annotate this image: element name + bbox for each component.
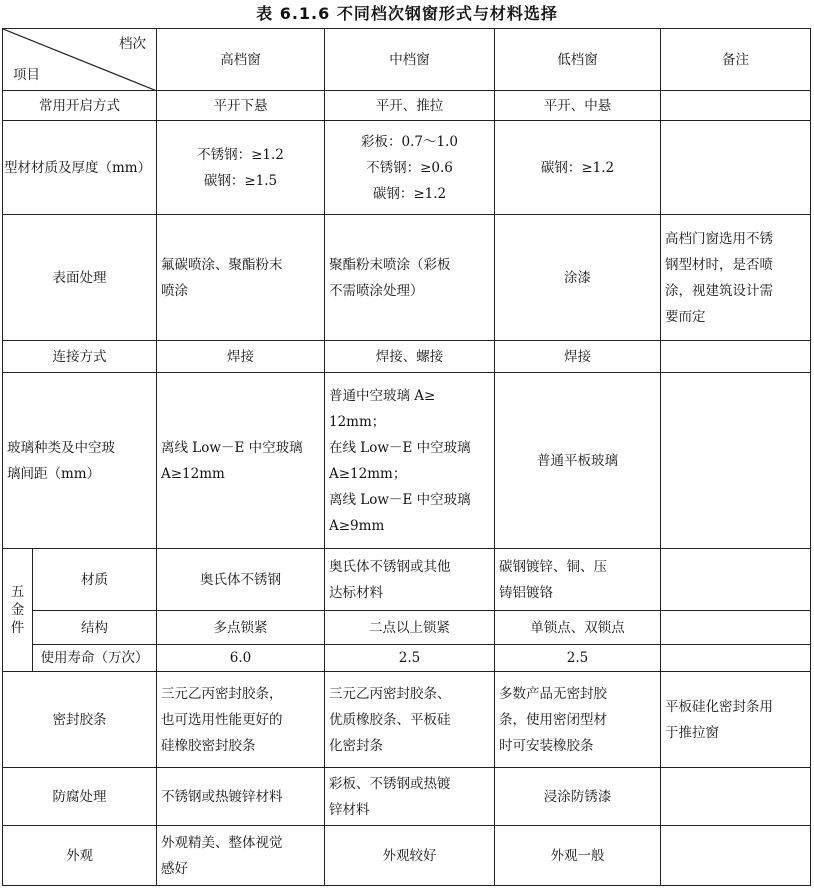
cell-line: 璃间距（mm） <box>7 465 101 482</box>
cell-high <box>157 672 325 768</box>
header-item-label: 项目 <box>13 67 40 83</box>
cell-line: 外观精美、整体视觉 <box>161 834 283 851</box>
row-label: 常用开启方式 <box>3 91 157 121</box>
cell-low: 平开、中悬 <box>495 91 661 121</box>
cell-line: A≥9mm <box>329 517 385 534</box>
cell-line: 涂，视建筑设计需 <box>665 282 773 299</box>
row-label: 材质 <box>33 549 157 611</box>
cell-line: 感好 <box>161 860 188 877</box>
cell-high: 平开下悬 <box>157 91 325 121</box>
cell-line: 氟碳喷涂、聚酯粉末 <box>161 256 283 273</box>
cell-line: 彩板、不锈钢或热镀 <box>329 775 451 792</box>
header-row <box>3 29 811 91</box>
cell-line: 于推拉窗 <box>665 724 719 741</box>
cell-mid <box>325 549 495 611</box>
cell-mid: 平开、推拉 <box>325 91 495 121</box>
header-note: 备注 <box>661 29 811 91</box>
cell-line: A≥12mm <box>161 465 225 482</box>
cell-note <box>661 215 811 341</box>
hardware-group-text <box>3 583 32 637</box>
cell-line: 锌材料 <box>329 801 370 818</box>
cell-line: 时可安装橡胶条 <box>499 737 594 754</box>
table-row <box>3 341 811 373</box>
cell-line: 不需喷涂处理） <box>329 282 424 299</box>
cell-line: 普通中空玻璃 A≥ <box>329 387 436 404</box>
row-label: 密封胶条 <box>3 672 157 768</box>
header-high: 高档窗 <box>157 29 325 91</box>
cell-note <box>661 121 811 215</box>
cell-low: 焊接 <box>495 341 661 373</box>
cell-mid: 焊接、螺接 <box>325 341 495 373</box>
row-label: 连接方式 <box>3 341 157 373</box>
cell-low: 碳钢：≥1.2 <box>495 121 661 215</box>
cell-line: 三元乙丙密封胶条， <box>161 685 283 702</box>
cell-mid: 2.5 <box>325 645 495 672</box>
row-label: 结构 <box>33 611 157 645</box>
cell-mid: 外观较好 <box>325 826 495 886</box>
cell-line: 碳钢镀锌、铜、压 <box>499 558 607 575</box>
cell-high <box>157 121 325 215</box>
cell-mid <box>325 121 495 215</box>
cell-line: 12mm； <box>329 413 386 430</box>
cell-line: 要而定 <box>665 308 706 325</box>
cell-mid <box>325 768 495 826</box>
row-label: 外观 <box>3 826 157 886</box>
cell-note <box>661 672 811 768</box>
cell-high: 奥氏体不锈钢 <box>157 549 325 611</box>
cell-note <box>661 341 811 373</box>
cell-line: 碳钢：≥1.2 <box>372 185 447 202</box>
cell-line: 三元乙丙密封胶条、 <box>329 685 451 702</box>
cell-line: 玻璃种类及中空玻 <box>7 439 115 456</box>
cell-note <box>661 91 811 121</box>
hardware-group-char: 金 <box>10 602 25 618</box>
cell-line: 在线 Low－E 中空玻璃 <box>329 439 471 456</box>
cell-line: 优质橡胶条、平板硅 <box>329 711 451 728</box>
steel-window-table <box>2 28 811 886</box>
cell-note <box>661 549 811 611</box>
cell-low: 单锁点、双锁点 <box>495 611 661 645</box>
table-title: 表 6.1.6 不同档次钢窗形式与材料选择 <box>256 4 558 23</box>
table-row <box>3 768 811 826</box>
row-label: 防腐处理 <box>3 768 157 826</box>
row-label <box>3 373 157 549</box>
hardware-group-char: 五 <box>10 584 25 600</box>
table-row <box>3 826 811 886</box>
cell-low <box>495 672 661 768</box>
header-low: 低档窗 <box>495 29 661 91</box>
header-mid: 中档窗 <box>325 29 495 91</box>
cell-line: 奥氏体不锈钢或其他 <box>329 558 451 575</box>
table-row <box>3 91 811 121</box>
hardware-group-label <box>3 549 33 672</box>
cell-line: 聚酯粉末喷涂（彩板 <box>329 256 451 273</box>
cell-mid <box>325 672 495 768</box>
cell-line: 硅橡胶密封胶条 <box>161 737 256 754</box>
cell-high <box>157 826 325 886</box>
cell-low: 浸涂防锈漆 <box>495 768 661 826</box>
cell-line: 碳钢：≥1.5 <box>203 172 278 189</box>
cell-line: 高档门窗选用不锈 <box>665 230 773 247</box>
table-row <box>3 549 811 611</box>
cell-line: 不锈钢：≥0.6 <box>366 159 453 176</box>
cell-line: 铸铝镀铬 <box>499 584 553 601</box>
cell-high <box>157 373 325 549</box>
table-row <box>3 373 811 549</box>
cell-mid <box>325 373 495 549</box>
cell-note <box>661 826 811 886</box>
cell-high: 焊接 <box>157 341 325 373</box>
cell-line: 多数产品无密封胶 <box>499 685 607 702</box>
cell-note <box>661 373 811 549</box>
cell-mid: 二点以上锁紧 <box>325 611 495 645</box>
table-row <box>3 611 811 645</box>
cell-line: 条，使用密闭型材 <box>499 711 607 728</box>
cell-low: 2.5 <box>495 645 661 672</box>
cell-high: 多点锁紧 <box>157 611 325 645</box>
cell-line: 离线 Low－E 中空玻璃 <box>161 439 303 456</box>
cell-line: 不锈钢：≥1.2 <box>197 146 284 163</box>
cell-note <box>661 768 811 826</box>
table-row <box>3 215 811 341</box>
cell-line: 化密封条 <box>329 737 383 754</box>
cell-line: 平板硅化密封条用 <box>665 698 773 715</box>
cell-line: 彩板：0.7～1.0 <box>361 133 458 150</box>
hardware-group-char: 件 <box>10 620 25 636</box>
cell-line: 喷涂 <box>161 282 188 299</box>
cell-high: 不锈钢或热镀锌材料 <box>157 768 325 826</box>
cell-line: 钢型材时，是否喷 <box>665 256 773 273</box>
cell-note <box>661 645 811 672</box>
table-row <box>3 645 811 672</box>
cell-line: 离线 Low－E 中空玻璃 <box>329 491 471 508</box>
cell-mid <box>325 215 495 341</box>
cell-note <box>661 611 811 645</box>
diagonal-header-cell <box>3 29 157 91</box>
table-row <box>3 672 811 768</box>
cell-high: 6.0 <box>157 645 325 672</box>
cell-line: 达标材料 <box>329 584 383 601</box>
header-grade-label: 档次 <box>119 36 146 52</box>
cell-line: 也可选用性能更好的 <box>161 711 283 728</box>
row-label: 使用寿命（万次） <box>33 645 157 672</box>
cell-line: A≥12mm； <box>329 465 407 482</box>
row-label: 型材材质及厚度（mm） <box>3 121 157 215</box>
cell-low: 普通平板玻璃 <box>495 373 661 549</box>
cell-low: 涂漆 <box>495 215 661 341</box>
cell-low <box>495 549 661 611</box>
cell-high <box>157 215 325 341</box>
row-label: 表面处理 <box>3 215 157 341</box>
cell-low: 外观一般 <box>495 826 661 886</box>
table-row <box>3 121 811 215</box>
